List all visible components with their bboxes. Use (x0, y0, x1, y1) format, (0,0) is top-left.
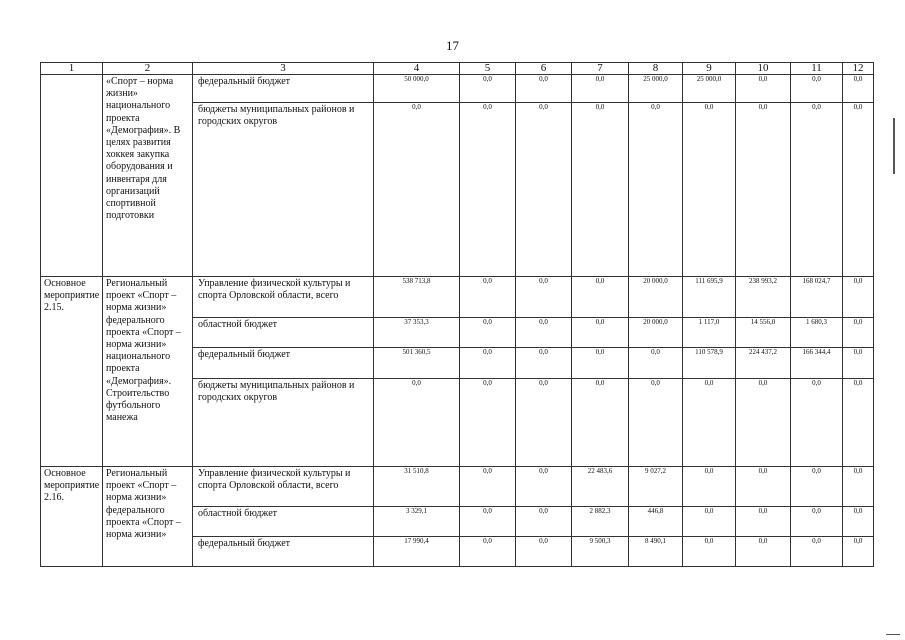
value-cell: 0,0 (791, 537, 843, 567)
value-cell: 0,0 (572, 379, 629, 467)
value-cell: 0,0 (843, 75, 874, 103)
value-cell: 14 556,0 (736, 318, 791, 348)
value-cell: 2 882,3 (572, 507, 629, 537)
value-cell: 0,0 (572, 103, 629, 277)
value-cell: 8 490,1 (629, 537, 683, 567)
project-cell: «Спорт – норма жизни» национального проекта «Демография». В целях развития хоккея закупка оборудования и инвентаря для организаций спортивной подготовки (103, 75, 193, 277)
scan-edge-mark (893, 118, 895, 174)
funding-source-cell: Управление физической культуры и спорта Орловской области, всего (193, 277, 374, 318)
value-cell: 0,0 (516, 103, 572, 277)
value-cell: 0,0 (791, 379, 843, 467)
funding-source-cell: федеральный бюджет (193, 348, 374, 379)
value-cell: 20 000,0 (629, 318, 683, 348)
value-cell: 0,0 (460, 348, 516, 379)
table-row (41, 277, 874, 318)
col-header-8: 8 (629, 63, 683, 75)
project-cell: Региональный проект «Спорт – норма жизни» федерального проекта «Спорт – норма жизни» (103, 467, 193, 567)
value-cell: 0,0 (572, 348, 629, 379)
value-cell: 0,0 (843, 379, 874, 467)
table-row (41, 75, 874, 103)
value-cell: 0,0 (736, 507, 791, 537)
value-cell: 0,0 (791, 507, 843, 537)
value-cell: 110 578,9 (683, 348, 736, 379)
value-cell: 0,0 (629, 103, 683, 277)
col-header-10: 10 (736, 63, 791, 75)
value-cell: 0,0 (460, 75, 516, 103)
value-cell: 0,0 (736, 103, 791, 277)
value-cell: 0,0 (516, 507, 572, 537)
value-cell: 0,0 (843, 348, 874, 379)
value-cell: 0,0 (843, 103, 874, 277)
value-cell: 0,0 (460, 467, 516, 507)
value-cell: 0,0 (736, 75, 791, 103)
scan-corner-mark (886, 634, 900, 635)
funding-source-cell: федеральный бюджет (193, 537, 374, 567)
budget-table (40, 62, 874, 567)
value-cell: 0,0 (791, 75, 843, 103)
col-header-2: 2 (103, 63, 193, 75)
value-cell: 20 000,0 (629, 277, 683, 318)
value-cell: 0,0 (516, 379, 572, 467)
value-cell: 0,0 (374, 103, 460, 277)
value-cell: 0,0 (736, 467, 791, 507)
funding-source-cell: Управление физической культуры и спорта Орловской области, всего (193, 467, 374, 507)
value-cell: 37 353,3 (374, 318, 460, 348)
value-cell: 0,0 (843, 277, 874, 318)
value-cell: 9 500,3 (572, 537, 629, 567)
value-cell: 0,0 (572, 75, 629, 103)
col-header-9: 9 (683, 63, 736, 75)
value-cell: 0,0 (460, 379, 516, 467)
value-cell: 0,0 (516, 467, 572, 507)
value-cell: 0,0 (460, 537, 516, 567)
value-cell: 166 344,4 (791, 348, 843, 379)
value-cell: 0,0 (572, 318, 629, 348)
project-cell: Региональный проект «Спорт – норма жизни» федерального проекта «Спорт – норма жизни» национального проекта «Демография». Строительство футбольного манежа (103, 277, 193, 467)
value-cell: 0,0 (683, 507, 736, 537)
event-cell: Основное мероприятие 2.16. (41, 467, 103, 567)
value-cell: 0,0 (843, 537, 874, 567)
value-cell: 111 695,9 (683, 277, 736, 318)
value-cell: 0,0 (374, 379, 460, 467)
funding-source-cell: федеральный бюджет (193, 75, 374, 103)
col-header-12: 12 (843, 63, 874, 75)
value-cell: 0,0 (629, 348, 683, 379)
value-cell: 22 483,6 (572, 467, 629, 507)
value-cell: 0,0 (460, 277, 516, 318)
header-row (41, 63, 874, 75)
value-cell: 1 117,0 (683, 318, 736, 348)
value-cell: 0,0 (736, 379, 791, 467)
col-header-5: 5 (460, 63, 516, 75)
value-cell: 168 024,7 (791, 277, 843, 318)
value-cell: 0,0 (683, 467, 736, 507)
funding-source-cell: бюджеты муниципальных районов и городских округов (193, 103, 374, 277)
value-cell: 238 993,2 (736, 277, 791, 318)
value-cell: 501 360,5 (374, 348, 460, 379)
value-cell: 0,0 (516, 75, 572, 103)
value-cell: 0,0 (516, 277, 572, 318)
value-cell: 0,0 (791, 467, 843, 507)
page-number: 17 (446, 38, 459, 53)
value-cell: 1 680,3 (791, 318, 843, 348)
value-cell: 0,0 (629, 379, 683, 467)
value-cell: 446,8 (629, 507, 683, 537)
value-cell: 0,0 (460, 103, 516, 277)
value-cell: 538 713,8 (374, 277, 460, 318)
event-cell: Основное мероприятие 2.15. (41, 277, 103, 467)
value-cell: 0,0 (516, 348, 572, 379)
value-cell: 0,0 (460, 318, 516, 348)
value-cell: 9 027,2 (629, 467, 683, 507)
value-cell: 0,0 (683, 537, 736, 567)
col-header-1: 1 (41, 63, 103, 75)
col-header-6: 6 (516, 63, 572, 75)
funding-source-cell: бюджеты муниципальных районов и городских округов (193, 379, 374, 467)
col-header-11: 11 (791, 63, 843, 75)
table-row (41, 467, 874, 507)
value-cell: 0,0 (516, 537, 572, 567)
value-cell: 0,0 (683, 103, 736, 277)
value-cell: 0,0 (572, 277, 629, 318)
funding-source-cell: областной бюджет (193, 507, 374, 537)
value-cell: 0,0 (516, 318, 572, 348)
col-header-4: 4 (374, 63, 460, 75)
value-cell: 50 000,0 (374, 75, 460, 103)
value-cell: 17 990,4 (374, 537, 460, 567)
value-cell: 0,0 (843, 507, 874, 537)
value-cell: 0,0 (736, 537, 791, 567)
value-cell: 25 000,0 (629, 75, 683, 103)
value-cell: 0,0 (791, 103, 843, 277)
col-header-3: 3 (193, 63, 374, 75)
value-cell: 3 329,1 (374, 507, 460, 537)
value-cell: 25 000,0 (683, 75, 736, 103)
value-cell: 0,0 (843, 318, 874, 348)
value-cell: 0,0 (843, 467, 874, 507)
col-header-7: 7 (572, 63, 629, 75)
value-cell: 224 437,2 (736, 348, 791, 379)
funding-source-cell: областной бюджет (193, 318, 374, 348)
value-cell: 0,0 (460, 507, 516, 537)
event-cell (41, 75, 103, 277)
value-cell: 0,0 (683, 379, 736, 467)
value-cell: 31 510,8 (374, 467, 460, 507)
